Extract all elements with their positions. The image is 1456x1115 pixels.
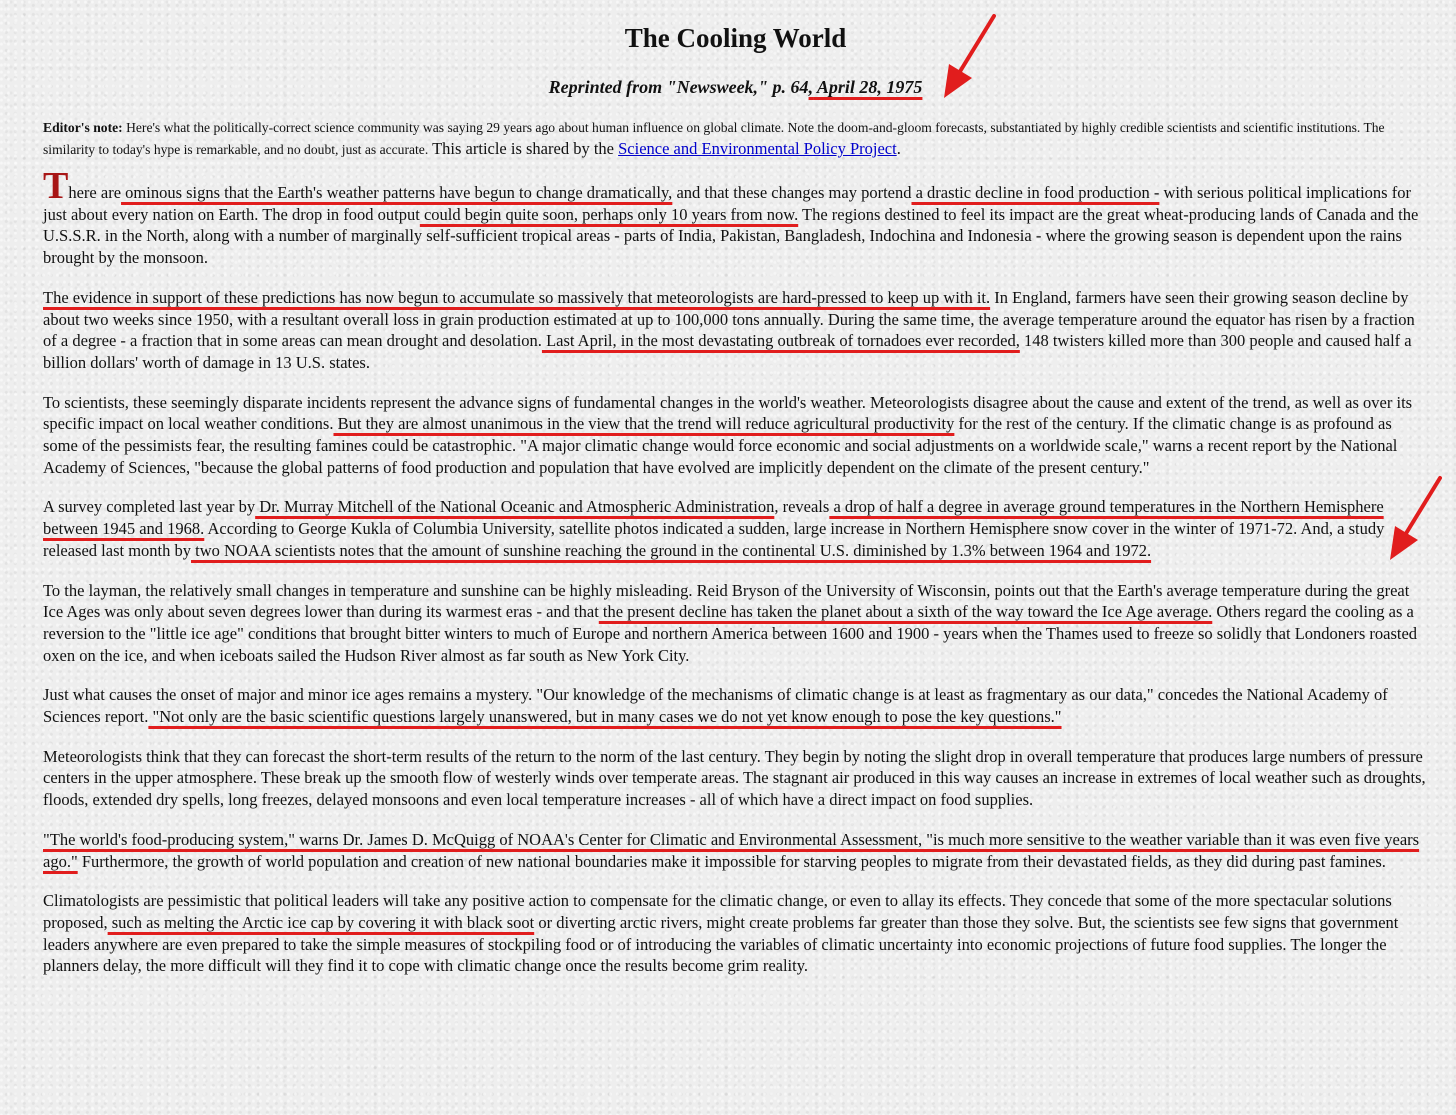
editor-note-label: Editor's note: (43, 120, 123, 135)
text-run: for the rest of the century. If the climatic change is as profound as some of the pessimists fear, the resulting famines could be catastrophic. "A major climatic change would force economic and social adjustments on a worldwide scale," warns a recent report by the National Academy of Sciences, "because the global patterns of food production and population that have evolved are implicitly dependent on the climate of the present century." (43, 414, 1398, 477)
sepp-link[interactable]: Science and Environmental Policy Project (618, 139, 897, 158)
highlighted-text: the present decline has taken the planet about a sixth of the way toward the Ice Age average. (598, 602, 1213, 622)
paragraph-1 (43, 165, 1428, 269)
text-run: To scientists, these seemingly disparate incidents represent the advance signs of fundamental changes in the world's weather. Meteorologists disagree about the cause and extent of the trend, as well as over its specific impact on local weather conditions. (43, 392, 1413, 434)
text-run: In England, farmers have seen their growing season decline by about two weeks since 1950, with a resultant overall loss in grain production estimated at up to 100,000 tons annually. During the same time, the average temperature around the equator has risen by a fraction of a degree - a fraction that in some areas can mean drought and desolation. (43, 287, 1415, 351)
drop-cap: T (43, 165, 69, 207)
highlighted-text: a drastic decline in food production - (911, 183, 1160, 202)
text-run: or diverting arctic rivers, might create problems far greater than those they solve. But, the scientists see few signs that government leaders anywhere are even prepared to take the simple measures of stockpiling food or of introducing the variables of climatic uncertainty into economic projections of future food supplies. The longer the planners delay, the more difficult will they find it to cope with climatic change once the results become grim reality. (43, 912, 1399, 976)
article-page (43, 18, 1428, 995)
text-run: Others regard the cooling as a reversion to the "little ice age" conditions that brought bitter winters to much of Europe and northern America between 1600 and 1900 - years when the Thames used to freeze so solidly that Londoners roasted oxen on the ice, and when iceboats sailed the Hudson River almost as far south as New York City. (43, 602, 1418, 665)
highlighted-text: could begin quite soon, perhaps only 10 years from now. (419, 204, 799, 224)
date-annotation-arrow-icon (938, 12, 1002, 104)
temperature-annotation-arrow-icon (1384, 474, 1448, 566)
text-run: The regions destined to feel its impact are the great wheat-producing lands of Canada and the U.S.S.R. in the North, along with a number of marginally self-sufficient tropical areas - parts of India, Pakistan, Bangladesh, Indochina and Indonesia - where the growing season is dependent upon the rains brought by the monsoon. (43, 204, 1419, 268)
reprint-source (43, 76, 1428, 98)
highlighted-text: "Not only are the basic scientific questions largely unanswered, but in many cases we do not yet know enough to pose the key questions." (148, 707, 1062, 727)
paragraph-6 (43, 684, 1428, 727)
editor-note-shared: This article is shared by the (428, 139, 619, 158)
text-run: Meteorologists think that they can forecast the short-term results of the return to the norm of the last century. They begin by noting the slight drop in overall temperature that produces large numbers of pressure centers in the upper atmosphere. These break up the smooth flow of westerly winds over temperate areas. The stagnant air produced in this way causes an increase in extremes of local weather such as droughts, floods, extended dry spells, long freezes, delayed monsoons and even local temperature increases - all of which have a direct impact on food supplies. (43, 746, 1426, 810)
highlighted-text: But they are almost unanimous in the view that the trend will reduce agricultural productivity (333, 414, 955, 434)
paragraph-4 (43, 496, 1428, 561)
reprint-date: April 28, 1975 (813, 77, 923, 97)
page-title: The Cooling World (624, 23, 847, 53)
highlighted-text: such as melting the Arctic ice cap by covering it with black soot (107, 912, 535, 932)
text-run: , reveals (774, 497, 830, 517)
highlighted-text: "The world's food-producing system," warns Dr. James D. McQuigg of NOAA's Center for Climatic and Environmental Assessment, "is much more sensitive to the weather variable than it was even five years ago." (43, 829, 1420, 871)
text-run: Climatologists are pessimistic that political leaders will take any positive action to compensate for the climatic change, or even to allay its effects. They concede that some of the more spectacular solutions proposed, (43, 891, 1392, 932)
paragraph-5 (43, 580, 1428, 667)
highlighted-text: a drop of half a degree in average ground temperatures in the Northern Hemisphere between 1945 and 1968. (43, 497, 1384, 539)
paragraph-8 (43, 829, 1428, 872)
reprint-source-text: Reprinted from "Newsweek," p. 64 (548, 77, 809, 97)
text-run: A survey completed last year by (43, 497, 256, 517)
text-run: According to George Kukla of Columbia University, satellite photos indicated a sudden, large increase in Northern Hemisphere snow cover in the winter of 1971-72. And, a study released last month by (43, 519, 1385, 560)
text-run: with serious political implications for just about every nation on Earth. The drop in food output (43, 183, 1411, 224)
highlighted-text: Last April, in the most devastating outbreak of tornadoes ever recorded, (541, 331, 1020, 351)
text-run: Furthermore, the growth of world population and creation of new national boundaries make it impossible for starving peoples to migrate from their devastated fields, as they did during past famines. (77, 851, 1386, 871)
paragraph-7 (43, 746, 1428, 811)
highlighted-text: Dr. Murray Mitchell of the National Oceanic and Atmospheric Administration (255, 497, 775, 517)
highlighted-text: ominous signs that the Earth's weather patterns have begun to change dramatically, (121, 183, 673, 202)
text-run: Just what causes the onset of major and minor ice ages remains a mystery. "Our knowledge of the mechanisms of climatic change is at least as fragmentary as our data," concedes the National Academy of Sciences report. (43, 685, 1388, 727)
paragraph-2 (43, 287, 1428, 374)
text-run: 148 twisters killed more than 300 people and caused half a billion dollars' worth of damage in 13 U.S. states. (43, 331, 1412, 372)
editor-note-end: . (896, 139, 901, 158)
paragraph-3 (43, 392, 1428, 479)
text-run: and that these changes may portend (672, 183, 912, 202)
reprint-comma: , (808, 77, 814, 97)
text-run: To the layman, the relatively small changes in temperature and sunshine can be highly misleading. Reid Bryson of the University of Wisconsin, points out that the Earth's average temperature during the great Ice Ages was only about seven degrees lower than during its warmest eras - and that (43, 580, 1410, 622)
text-run: here are (68, 183, 122, 202)
article-body (43, 165, 1428, 977)
highlighted-text: The evidence in support of these predictions has now begun to accumulate so massively that meteorologists are hard-pressed to keep up with it. (43, 287, 991, 307)
paragraph-9 (43, 890, 1428, 977)
editor-note-text: Here's what the politically-correct science community was saying 29 years ago about human influence on global climate. Note the doom-and-gloom forecasts, substantiated by highly credible scientists and scientific institutions. The similarity to today's hype is remarkable, and no doubt, just as accurate. (43, 120, 1385, 157)
editor-note (43, 117, 1418, 160)
highlighted-text: two NOAA scientists notes that the amount of sunshine reaching the ground in the continental U.S. diminished by 1.3% between 1964 and 1972. (191, 540, 1152, 560)
